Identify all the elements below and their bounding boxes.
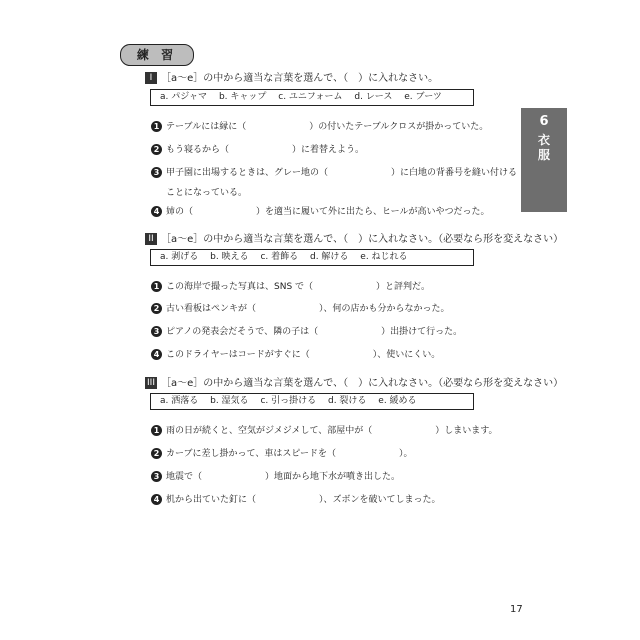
- question-number: 1: [151, 121, 162, 132]
- section-2-choices: [150, 249, 474, 266]
- choice: b. キャップ: [218, 92, 267, 102]
- question: [151, 119, 488, 132]
- choice: c. 引っ掛ける: [260, 396, 317, 406]
- question-text: 地震で（ ）地面から地下水が噴き出した。: [166, 472, 401, 482]
- choice: c. ユニフォーム: [278, 92, 343, 102]
- question-text: この海岸で撮った写真は、SNS で（ ）と評判だ。: [166, 282, 431, 292]
- section-1-choices: [150, 89, 474, 106]
- choice: b. 湿気る: [210, 396, 249, 406]
- question: [151, 165, 517, 198]
- question-number: 2: [151, 448, 162, 459]
- section-1-heading: [145, 69, 438, 84]
- exercise-badge: 練 習: [120, 44, 194, 66]
- question-text: このドライヤーはコードがすぐに（ ）、使いにくい。: [166, 350, 441, 360]
- choice: e. 緩める: [378, 396, 417, 406]
- choice: c. 着飾る: [260, 252, 299, 262]
- question-number: 4: [151, 206, 162, 217]
- question-number: 2: [151, 144, 162, 155]
- question-text: テーブルには縁に（ ）の付いたテーブルクロスが掛かっていた。: [166, 122, 489, 132]
- question-number: 4: [151, 349, 162, 360]
- question-text: 古い看板はペンキが（ ）、何の店かも分からなかった。: [166, 304, 450, 314]
- question-text: もう寝るから（ ）に着替えよう。: [166, 145, 365, 155]
- question-text: ピアノの発表会だそうで、隣の子は（ ）出掛けて行った。: [166, 327, 463, 337]
- choice: a. パジャマ: [160, 92, 208, 102]
- choice: d. 解ける: [309, 252, 349, 262]
- question: [151, 469, 400, 482]
- page-number: 17: [510, 604, 523, 615]
- choice: e. ねじれる: [360, 252, 408, 262]
- question-number: 3: [151, 471, 162, 482]
- question: [151, 446, 413, 459]
- question: [151, 324, 462, 337]
- choice: b. 映える: [210, 252, 249, 262]
- section-2-instruction: ［a〜e］の中から適当な言葉を選んで、（ ）に入れなさい。（必要なら形を変えなさい）: [161, 234, 564, 245]
- question-number: 3: [151, 167, 162, 178]
- question-text: カーブに差し掛かって、車はスピードを（ ）。: [166, 449, 413, 459]
- section-3-heading: [145, 374, 563, 389]
- choice: a. 洒落る: [160, 396, 199, 406]
- section-3-roman: III: [145, 377, 157, 389]
- section-1-roman: I: [145, 72, 157, 84]
- choice: d. 裂ける: [327, 396, 367, 406]
- choice: a. 剥げる: [160, 252, 199, 262]
- section-2-roman: II: [145, 233, 157, 245]
- question: [151, 492, 441, 505]
- chapter-number: 6: [539, 114, 549, 129]
- chapter-tab: [521, 108, 567, 212]
- question-number: 3: [151, 326, 162, 337]
- question-number: 1: [151, 425, 162, 436]
- section-3-instruction: ［a〜e］の中から適当な言葉を選んで、（ ）に入れなさい。（必要なら形を変えなさい）: [161, 378, 564, 389]
- section-2-heading: [145, 230, 563, 245]
- section-3-choices: [150, 393, 474, 410]
- question: [151, 301, 450, 314]
- choice: e. ブーツ: [404, 92, 442, 102]
- question-text: 姉の（ ）を適当に履いて外に出たら、ヒールが高いやつだった。: [166, 207, 490, 217]
- chapter-label: 衣服: [537, 133, 550, 162]
- question-number: 4: [151, 494, 162, 505]
- question: [151, 279, 430, 292]
- question: [151, 142, 364, 155]
- question-text: 机から出ていた釘に（ ）、ズボンを破いてしまった。: [166, 495, 441, 505]
- question: [151, 347, 440, 360]
- question-number: 2: [151, 303, 162, 314]
- question: [151, 423, 498, 436]
- question-text: 雨の日が続くと、空気がジメジメして、部屋中が（ ）しまいます。: [166, 426, 498, 436]
- choice: d. レース: [354, 92, 393, 102]
- question-number: 1: [151, 281, 162, 292]
- question-text-continued: ことになっている。: [166, 188, 248, 198]
- question: [151, 204, 489, 217]
- section-1-instruction: ［a〜e］の中から適当な言葉を選んで、（ ）に入れなさい。: [161, 73, 439, 84]
- question-text: 甲子園に出場するときは、グレー地の（ ）に白地の背番号を縫い付ける: [166, 168, 518, 178]
